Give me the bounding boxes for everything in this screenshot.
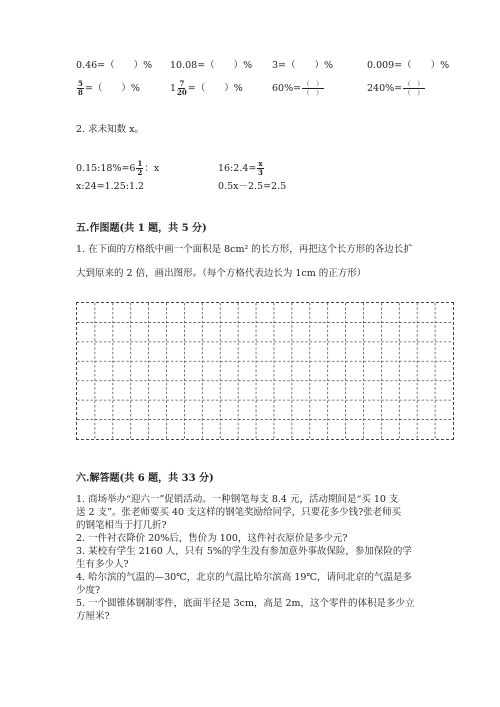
problem-2: 2. 一件衬衣降价 20%后，售价为 100，这件衬衣原价是多少元? — [76, 533, 348, 544]
problem-4-line-2: 少度? — [76, 585, 101, 596]
problem-1-line-1: 1. 商场举办“迎六一”促销活动。一种钢笔每支 8.4 元，活动期间是“买 10 支 — [76, 494, 399, 505]
equation-4: 0.5x－2.5=2.5 — [218, 181, 287, 192]
exercise-3: 3=（ ）% — [272, 60, 334, 71]
fraction: $\frac{1}{2}$ — [137, 159, 143, 177]
problem-3-line-2: 生有多少人? — [76, 559, 129, 570]
exercise-10-08: 10.08=（ ）% — [170, 60, 253, 71]
problem-5-line-1: 5. 一个圆锥体钢制零件，底面半径是 3cm，高是 2m，这个零件的体积是多少立 — [76, 598, 415, 609]
exercise-five-eighths: $\frac{5}{8}$ =（ ）% — [78, 79, 140, 97]
question-2-title: 2. 求未知数 x。 — [76, 124, 144, 135]
fraction: $\frac{5}{8}$ — [78, 79, 83, 97]
exercise-60-percent: 60%= $\frac{( )}{( )}$ — [272, 80, 323, 97]
problem-5-line-2: 方厘米? — [76, 611, 110, 622]
problem-4-line-1: 4. 哈尔滨的气温的—30℃，北京的气温比哈尔滨高 19℃，请问北京的气温是多 — [76, 572, 413, 583]
section-6-title: 六.解答题(共 6 题，共 33 分) — [76, 473, 214, 484]
equation-3: x:24=1.25:1.2 — [76, 181, 145, 192]
problem-3-line-1: 3. 某校有学生 2160 人，只有 5%的学生没有参加意外事故保险，参加保险的学 — [76, 546, 412, 557]
section-5-title: 五.作图题(共 1 题，共 5 分) — [76, 223, 207, 234]
exercise-0-009: 0.009=（ ）% — [367, 60, 450, 71]
problem-1-line-2: 送 2 支”。张老师要买 40 支这样的钢笔奖励给同学，只要花多少钱?张老师买 — [76, 507, 402, 518]
fraction-blank: $\frac{( )}{( )}$ — [404, 80, 424, 97]
section-5-question-line-2: 大到原来的 2 倍，画出图形。（每个方格代表边长为 1cm 的正方形） — [76, 268, 367, 279]
equation-2: 16:2.4= $\frac{x}{3}$ — [218, 159, 263, 177]
exercise-mixed-number: 1 $\frac{7}{20}$ =（ ）% — [170, 79, 243, 97]
exercise-0-46: 0.46=（ ）% — [76, 60, 153, 71]
equation-1: 0.15:18%=6 $\frac{1}{2}$ ：x — [76, 159, 160, 177]
section-5-question-line-1: 1. 在下面的方格纸中画一个面积是 8cm² 的长方形，再把这个长方形的各边长扩 — [76, 244, 413, 255]
fraction: $\frac{x}{3}$ — [258, 159, 263, 177]
fraction: $\frac{7}{20}$ — [177, 79, 187, 97]
problem-1-line-3: 的钢笔相当于打几折? — [76, 520, 167, 531]
fraction-blank: $\frac{( )}{( )}$ — [303, 80, 323, 97]
exercise-240-percent: 240%= $\frac{( )}{( )}$ — [367, 80, 424, 97]
grid-paper[interactable] — [76, 302, 454, 440]
